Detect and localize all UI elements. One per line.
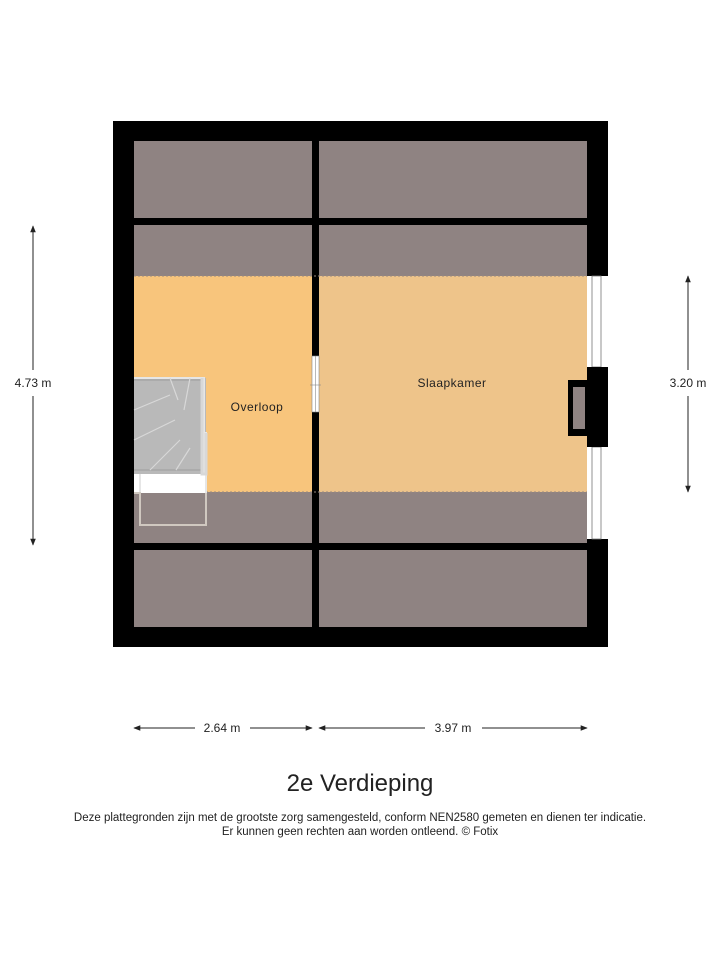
roof-zone-top-right <box>319 141 587 218</box>
roof-zone-lower-left <box>134 492 312 543</box>
overloop-label: Overloop <box>230 400 284 414</box>
dim-label-bottom-left: 2.64 m <box>203 721 241 735</box>
disclaimer-line-2: Er kunnen geen rechten aan worden ontleend. © Fotix <box>221 826 499 838</box>
right-pier <box>587 367 608 447</box>
roof-zone-bottom-right <box>319 550 587 627</box>
roof-zone-lower-right <box>319 492 587 543</box>
roof-zone-upper-right <box>319 225 587 276</box>
window-right-lower <box>587 447 608 539</box>
dim-label-left: 4.73 m <box>14 376 52 390</box>
dim-label-bottom-right: 3.97 m <box>434 721 472 735</box>
floor-title: 2e Verdieping <box>286 770 434 797</box>
window-right-upper <box>587 276 608 367</box>
roof-zone-bottom-left <box>134 550 312 627</box>
dim-label-right: 3.20 m <box>669 376 707 390</box>
roof-zone-top-left <box>134 141 312 218</box>
slaapkamer-label: Slaapkamer <box>417 376 487 390</box>
disclaimer-line-1: Deze plattegronden zijn met de grootste zorg samengesteld, conform NEN2580 gemeten en dienen ter indicatie. <box>73 812 647 824</box>
chimney-inner <box>573 387 585 429</box>
disclaimer <box>0 811 720 839</box>
roof-zone-upper-left <box>134 225 312 276</box>
